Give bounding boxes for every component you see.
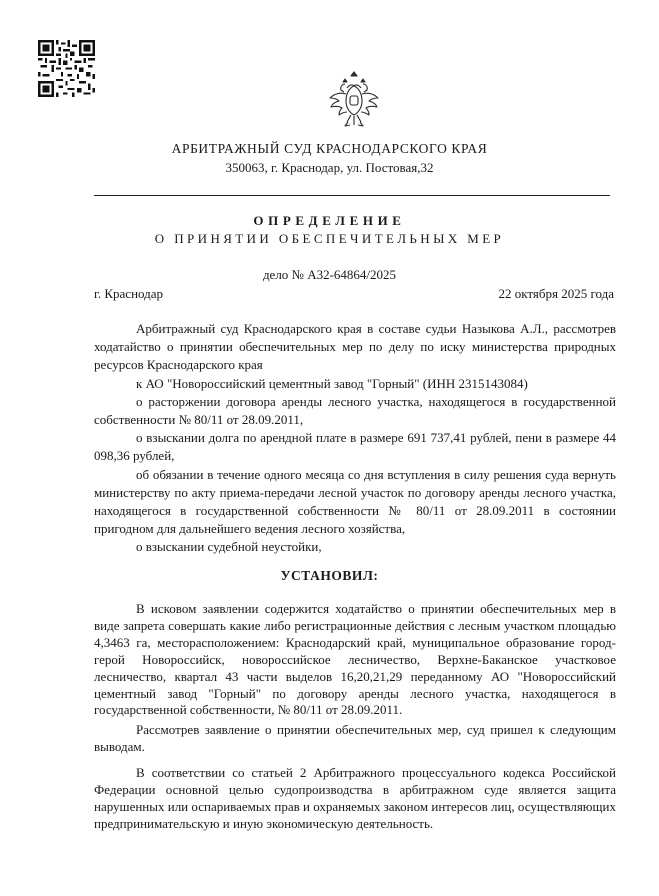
findings-paragraph: В исковом заявлении содержится ходатайство о принятии обеспечительных мер в виде запрета совершать какие либо регистрационные действия с лесным участком площадью 4,3463 га, месторасположением: Краснодарский край, муниципальное образование город-герой Новороссийск, новороссийское лесничество, Верхне-Баканское участковое лесничество, квартал 43 части выделов 16,20,21,29 переданному АО "Новороссийский цементный завод "Горный" по договору аренды лесного участка, находящегося в государственной собственности, № 80/11 от 28.09.2011. (94, 601, 616, 718)
findings-paragraph: В соответствии со статьей 2 Арбитражного процессуального кодекса Российской Федерации основной целью судопроизводства в арбитражном суде является защита нарушенных или оспариваемых прав и охраняемых законом интересов лиц, осуществляющих предпринимательскую и иную экономическую деятельность. (94, 765, 616, 831)
header-divider (94, 195, 610, 196)
intro-paragraph: об обязании в течение одного месяца со дня вступления в силу решения суда вернуть министерству по акту приема-передачи лесной участок по договору аренды лесного участка, находящегося в государственной собственности № 80/11 от 28.09.2011 в состоянии пригодном для дальнейшего ведения лесного хозяйства, (94, 466, 616, 537)
court-name: АРБИТРАЖНЫЙ СУД КРАСНОДАРСКОГО КРАЯ (171, 141, 488, 156)
intro-paragraph: о взыскании судебной неустойки, (136, 539, 322, 555)
intro-section (94, 320, 616, 557)
coat-of-arms-icon (327, 70, 381, 130)
case-number: дело № А32-64864/2025 (262, 267, 397, 282)
place: г. Краснодар (94, 286, 164, 301)
document-subtitle: О ПРИНЯТИИ ОБЕСПЕЧИТЕЛЬНЫХ МЕР (154, 231, 505, 246)
document-title: ОПРЕДЕЛЕНИЕ (253, 213, 406, 228)
intro-paragraph: о взыскании долга по арендной плате в размере 691 737,41 рублей, пени в размере 44 098,36 рублей, (94, 430, 616, 464)
court-address: 350063, г. Краснодар, ул. Постовая,32 (225, 160, 434, 175)
intro-paragraph: к АО "Новороссийский цементный завод "Горный" (ИНН 2315143084) (136, 375, 528, 391)
findings-paragraph: Рассмотрев заявление о принятии обеспечительных мер, суд пришел к следующим выводам. (94, 722, 616, 755)
qr-code-icon (38, 40, 95, 97)
decision-date: 22 октября 2025 года (498, 286, 614, 301)
intro-paragraph: о расторжении договора аренды лесного участка, находящегося в государственной собственности № 80/11 от 28.09.2011, (94, 393, 616, 428)
findings-section (94, 601, 616, 833)
intro-paragraph: Арбитражный суд Краснодарского края в составе судьи Назыкова А.Л., рассмотрев ходатайство о принятии обеспечительных мер по делу по иску министерства природных ресурсов Краснодарского края (94, 321, 616, 373)
section-heading: УСТАНОВИЛ: (280, 568, 379, 583)
